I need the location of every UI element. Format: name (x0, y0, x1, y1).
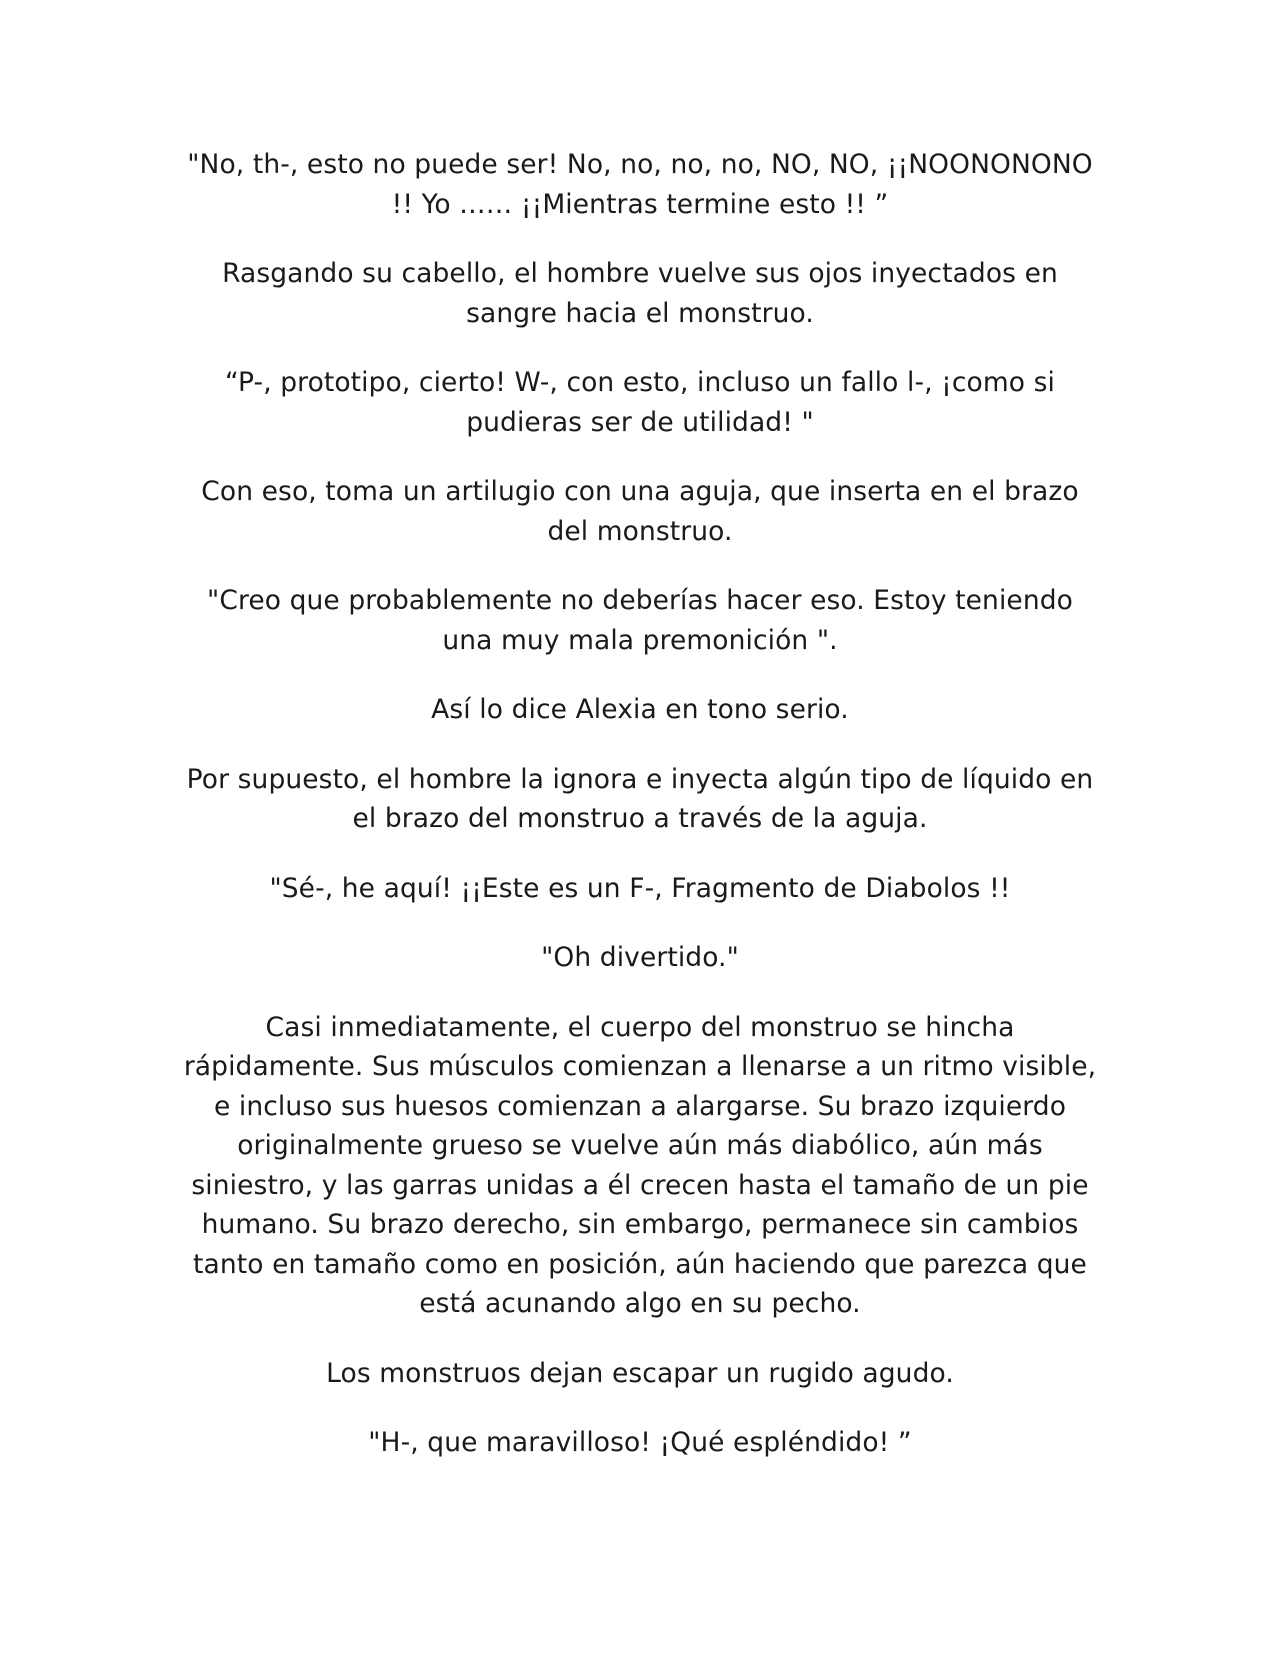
paragraph-8: "Sé-, he aquí! ¡¡Este es un F-, Fragmento de Diabolos !! (269, 872, 1011, 904)
paragraph-7: Por supuesto, el hombre la ignora e inyecta algún tipo de líquido en el brazo del monstruo a través de la aguja. (186, 763, 1094, 834)
paragraph-10: Casi inmediatamente, el cuerpo del monstruo se hincha rápidamente. Sus músculos comienzan a llenarse a un ritmo visible, e incluso sus huesos comienzan a alargarse. Su brazo izquierdo originalmente grueso se vuelve aún más diabólico, aún más siniestro, y las garras unidas a él crecen hasta el tamaño de un pie humano. Su brazo derecho, sin embargo, permanece sin cambios tanto en tamaño como en posición, aún haciendo que parezca que está acunando algo en su pecho. (183, 1011, 1097, 1319)
paragraph-5: "Creo que probablemente no deberías hacer eso. Estoy teniendo una muy mala premonición ". (207, 585, 1073, 656)
paragraph-1: "No, th-, esto no puede ser! No, no, no, no, NO, NO, ¡¡NOONONONO !! Yo …… ¡¡Mientras termine esto !! ” (187, 149, 1093, 220)
paragraph-12: "H-, que maravilloso! ¡Qué espléndido! ” (368, 1427, 912, 1458)
paragraph-4: Con eso, toma un artilugio con una aguja, que inserta en el brazo del monstruo. (201, 476, 1079, 547)
paragraph-2: Rasgando su cabello, el hombre vuelve sus ojos inyectados en sangre hacia el monstruo. (222, 258, 1058, 329)
paragraph-3: “P-, prototipo, cierto! W-, con esto, incluso un fallo l-, ¡como si pudieras ser de utilidad! " (225, 367, 1055, 438)
paragraph-6: Así lo dice Alexia en tono serio. (431, 694, 849, 725)
text-column (180, 145, 1100, 1493)
paragraph-9: "Oh divertido." (541, 942, 739, 973)
paragraph-11: Los monstruos dejan escapar un rugido agudo. (326, 1357, 954, 1389)
